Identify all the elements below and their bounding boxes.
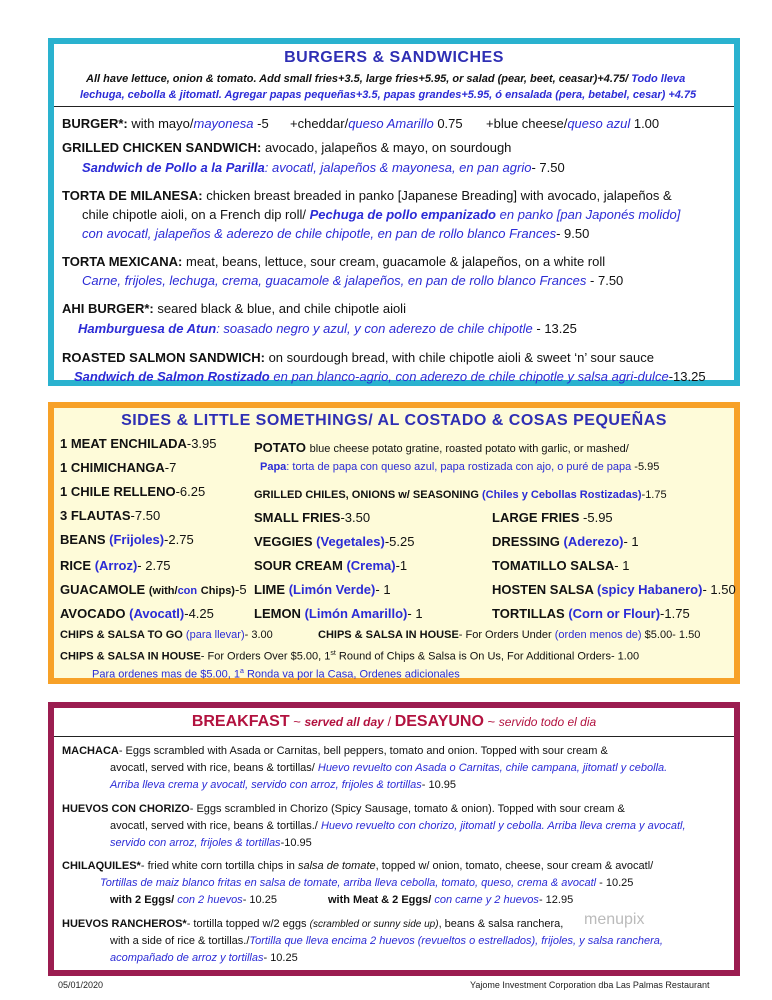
- ahi-burger-es-line: Hamburguesa de Atun: soasado negro y azul, y con aderezo de chile chipotle - 13.25: [78, 321, 577, 336]
- chilaquiles-line: CHILAQUILES*- fried white corn tortilla chips in salsa de tomate, topped w/ onion, tomato, cheese, sour cream & avocatl/: [62, 860, 654, 872]
- side-enchilada: 1 MEAT ENCHILADA-3.95: [60, 436, 217, 451]
- burgers-title: BURGERS & SANDWICHES: [284, 49, 504, 66]
- side-beans: BEANS (Frijoles)-2.75: [60, 532, 194, 547]
- burger-bluecheese-option: +blue cheese/queso azul 1.00: [486, 116, 660, 131]
- side-small-fries: SMALL FRIES-3.50: [254, 510, 371, 525]
- grilled-chicken-es-line: Sandwich de Pollo a la Parilla: avocatl, jalapeños & mayonesa, en pan agrio- 7.50: [82, 160, 565, 175]
- side-tortillas: TORTILLAS (Corn or Flour)-1.75: [492, 606, 690, 621]
- milanesa-line-2: chile chipotle aioli, on a French dip roll/ Pechuga de pollo empanizado en panko [pan Japonés molido]: [82, 207, 681, 222]
- side-chile-relleno: 1 CHILE RELLENO-6.25: [60, 484, 206, 499]
- side-dressing: DRESSING (Aderezo)- 1: [492, 534, 639, 549]
- burgers-divider: [54, 106, 734, 107]
- milanesa-line: TORTA DE MILANESA: chicken breast breaded in panko [Japanese Breading] with avocado, jalapeños &: [62, 188, 672, 203]
- watermark: menupix: [584, 911, 645, 928]
- side-flautas: 3 FLAUTAS-7.50: [60, 508, 161, 523]
- burger-line: BURGER*: with mayo/mayonesa -5: [62, 116, 269, 131]
- side-potato: POTATO blue cheese potato gratine, roasted potato with garlic, or mashed/: [254, 440, 629, 455]
- side-large-fries: LARGE FRIES -5.95: [492, 510, 613, 525]
- burger-cheddar-option: +cheddar/queso Amarillo 0.75: [290, 116, 463, 131]
- salmon-sandwich-line: ROASTED SALMON SANDWICH: on sourdough bread, with chile chipotle aioli & sweet ‘n’ sour sauce: [62, 350, 654, 365]
- sides-title: SIDES & LITTLE SOMETHINGS/ AL COSTADO & COSAS PEQUEÑAS: [121, 412, 667, 429]
- chips-in-house-over: CHIPS & SALSA IN HOUSE- For Orders Over $5.00, 1st Round of Chips & Salsa is On Us, For Additional Orders- 1.00: [60, 650, 640, 663]
- breakfast-section: [48, 702, 740, 976]
- side-rice: RICE (Arroz)- 2.75: [60, 558, 171, 573]
- side-sour-cream: SOUR CREAM (Crema)-1: [254, 558, 408, 573]
- rancheros-line: HUEVOS RANCHEROS*- tortilla topped w/2 eggs (scrambled or sunny side up), beans & salsa ranchera,: [62, 918, 564, 930]
- milanesa-es-line: con avocatl, jalapeños & aderezo de chile chipotle, en pan de rollo blanco Frances- 9.50: [82, 226, 590, 241]
- chorizo-line-2: avocatl, served with rice, beans & tortillas./ Huevo revuelto con chorizo, jitomatl y cebolla. Arriba lleva crema y avocatl,: [110, 820, 686, 832]
- rancheros-line-2: with a side of rice & tortillas./Tortilla que lleva encima 2 huevos (revueltos o estrellados), frijoles, y salsa ranchera,: [110, 935, 663, 947]
- side-lime: LIME (Limón Verde)- 1: [254, 582, 391, 597]
- chips-note-es: Para ordenes mas de $5.00, 1$^a$ Ronda va por la Casa, Ordenes adicionales: [92, 668, 460, 681]
- chilaquiles-eggs-option: with 2 Eggs/ con 2 huevos- 10.25: [110, 894, 277, 906]
- sides-section: [48, 402, 740, 684]
- burgers-note-en: All have lettuce, onion & tomato. Add small fries+3.5, large fries+5.95, or salad (pear, beet, ceasar)+4.75/ Todo lleva: [86, 73, 686, 85]
- breakfast-title: BREAKFAST ~ served all day / DESAYUNO ~ servido todo el dia: [191, 713, 597, 730]
- chilaquiles-es-line: Tortillas de maiz blanco fritas en salsa de tomate, arriba lleva cebolla, tomato, queso, crema & avocatl - 10.25: [100, 877, 634, 889]
- side-potato-es: Papa: torta de papa con queso azul, papa rostizada con ajo, o puré de papa -5.95: [260, 461, 660, 473]
- side-grilled-chiles: GRILLED CHILES, ONIONS w/ SEASONING (Chiles y Cebollas Rostizadas)-1.75: [254, 489, 667, 501]
- ahi-burger-line: AHI BURGER*: seared black & blue, and chile chipotle aioli: [62, 301, 406, 316]
- chilaquiles-meat-option: with Meat & 2 Eggs/ con carne y 2 huevos- 12.95: [328, 894, 574, 906]
- torta-mexicana-es-line: Carne, frijoles, lechuga, crema, guacamole & jalapeños, en pan de rollo blanco Frances - 7.50: [82, 273, 624, 288]
- breakfast-divider: [54, 736, 734, 737]
- chorizo-es-line: servido con arroz, frijoles & tortillas-10.95: [110, 837, 312, 849]
- chips-in-house-under: CHIPS & SALSA IN HOUSE- For Orders Under (orden menos de) $5.00- 1.50: [318, 629, 701, 641]
- side-guacamole: GUACAMOLE (with/con Chips)-5: [60, 582, 247, 597]
- chips-to-go: CHIPS & SALSA TO GO (para llevar)- 3.00: [60, 629, 273, 641]
- machaca-line-2: avocatl, served with rice, beans & tortillas/ Huevo revuelto con Asada o Carnitas, chile campana, jitomatl y cebolla.: [110, 762, 668, 774]
- torta-mexicana-line: TORTA MEXICANA: meat, beans, lettuce, sour cream, guacamole & jalapeños, on a white roll: [62, 254, 606, 269]
- chorizo-line: HUEVOS CON CHORIZO- Eggs scrambled in Chorizo (Spicy Sausage, tomato & onion). Topped with sour cream &: [62, 803, 625, 815]
- side-hosten-salsa: HOSTEN SALSA (spicy Habanero)- 1.50: [492, 582, 736, 597]
- side-lemon: LEMON (Limón Amarillo)- 1: [254, 606, 423, 621]
- machaca-es-line: Arriba lleva crema y avocatl, servido con arroz, frijoles & tortillas- 10.95: [110, 779, 457, 791]
- machaca-line: MACHACA- Eggs scrambled with Asada or Carnitas, bell peppers, tomato and onion. Topped with sour cream &: [62, 745, 608, 757]
- side-avocado: AVOCADO (Avocatl)-4.25: [60, 606, 214, 621]
- rancheros-es-line: acompañado de arroz y tortillas- 10.25: [110, 952, 298, 964]
- side-veggies: VEGGIES (Vegetales)-5.25: [254, 534, 415, 549]
- footer-company: Yajome Investment Corporation dba Las Palmas Restaurant: [470, 980, 710, 990]
- side-tomatillo-salsa: TOMATILLO SALSA- 1: [492, 558, 630, 573]
- burgers-note-es: lechuga, cebolla & jitomatl. Agregar papas pequeñas+3.5, papas grandes+5.95, ó ensalada (pera, betabel, cesar) +4.75: [80, 89, 697, 101]
- side-chimichanga: 1 CHIMICHANGA-7: [60, 460, 177, 475]
- burgers-section: [48, 38, 740, 386]
- grilled-chicken-line: GRILLED CHICKEN SANDWICH: avocado, jalapeños & mayo, on sourdough: [62, 140, 512, 155]
- footer-date: 05/01/2020: [58, 980, 104, 990]
- salmon-sandwich-es-line: Sandwich de Salmon Rostizado en pan blanco-agrio, con aderezo de chile chipotle y salsa agri-dulce-13.25: [74, 369, 706, 384]
